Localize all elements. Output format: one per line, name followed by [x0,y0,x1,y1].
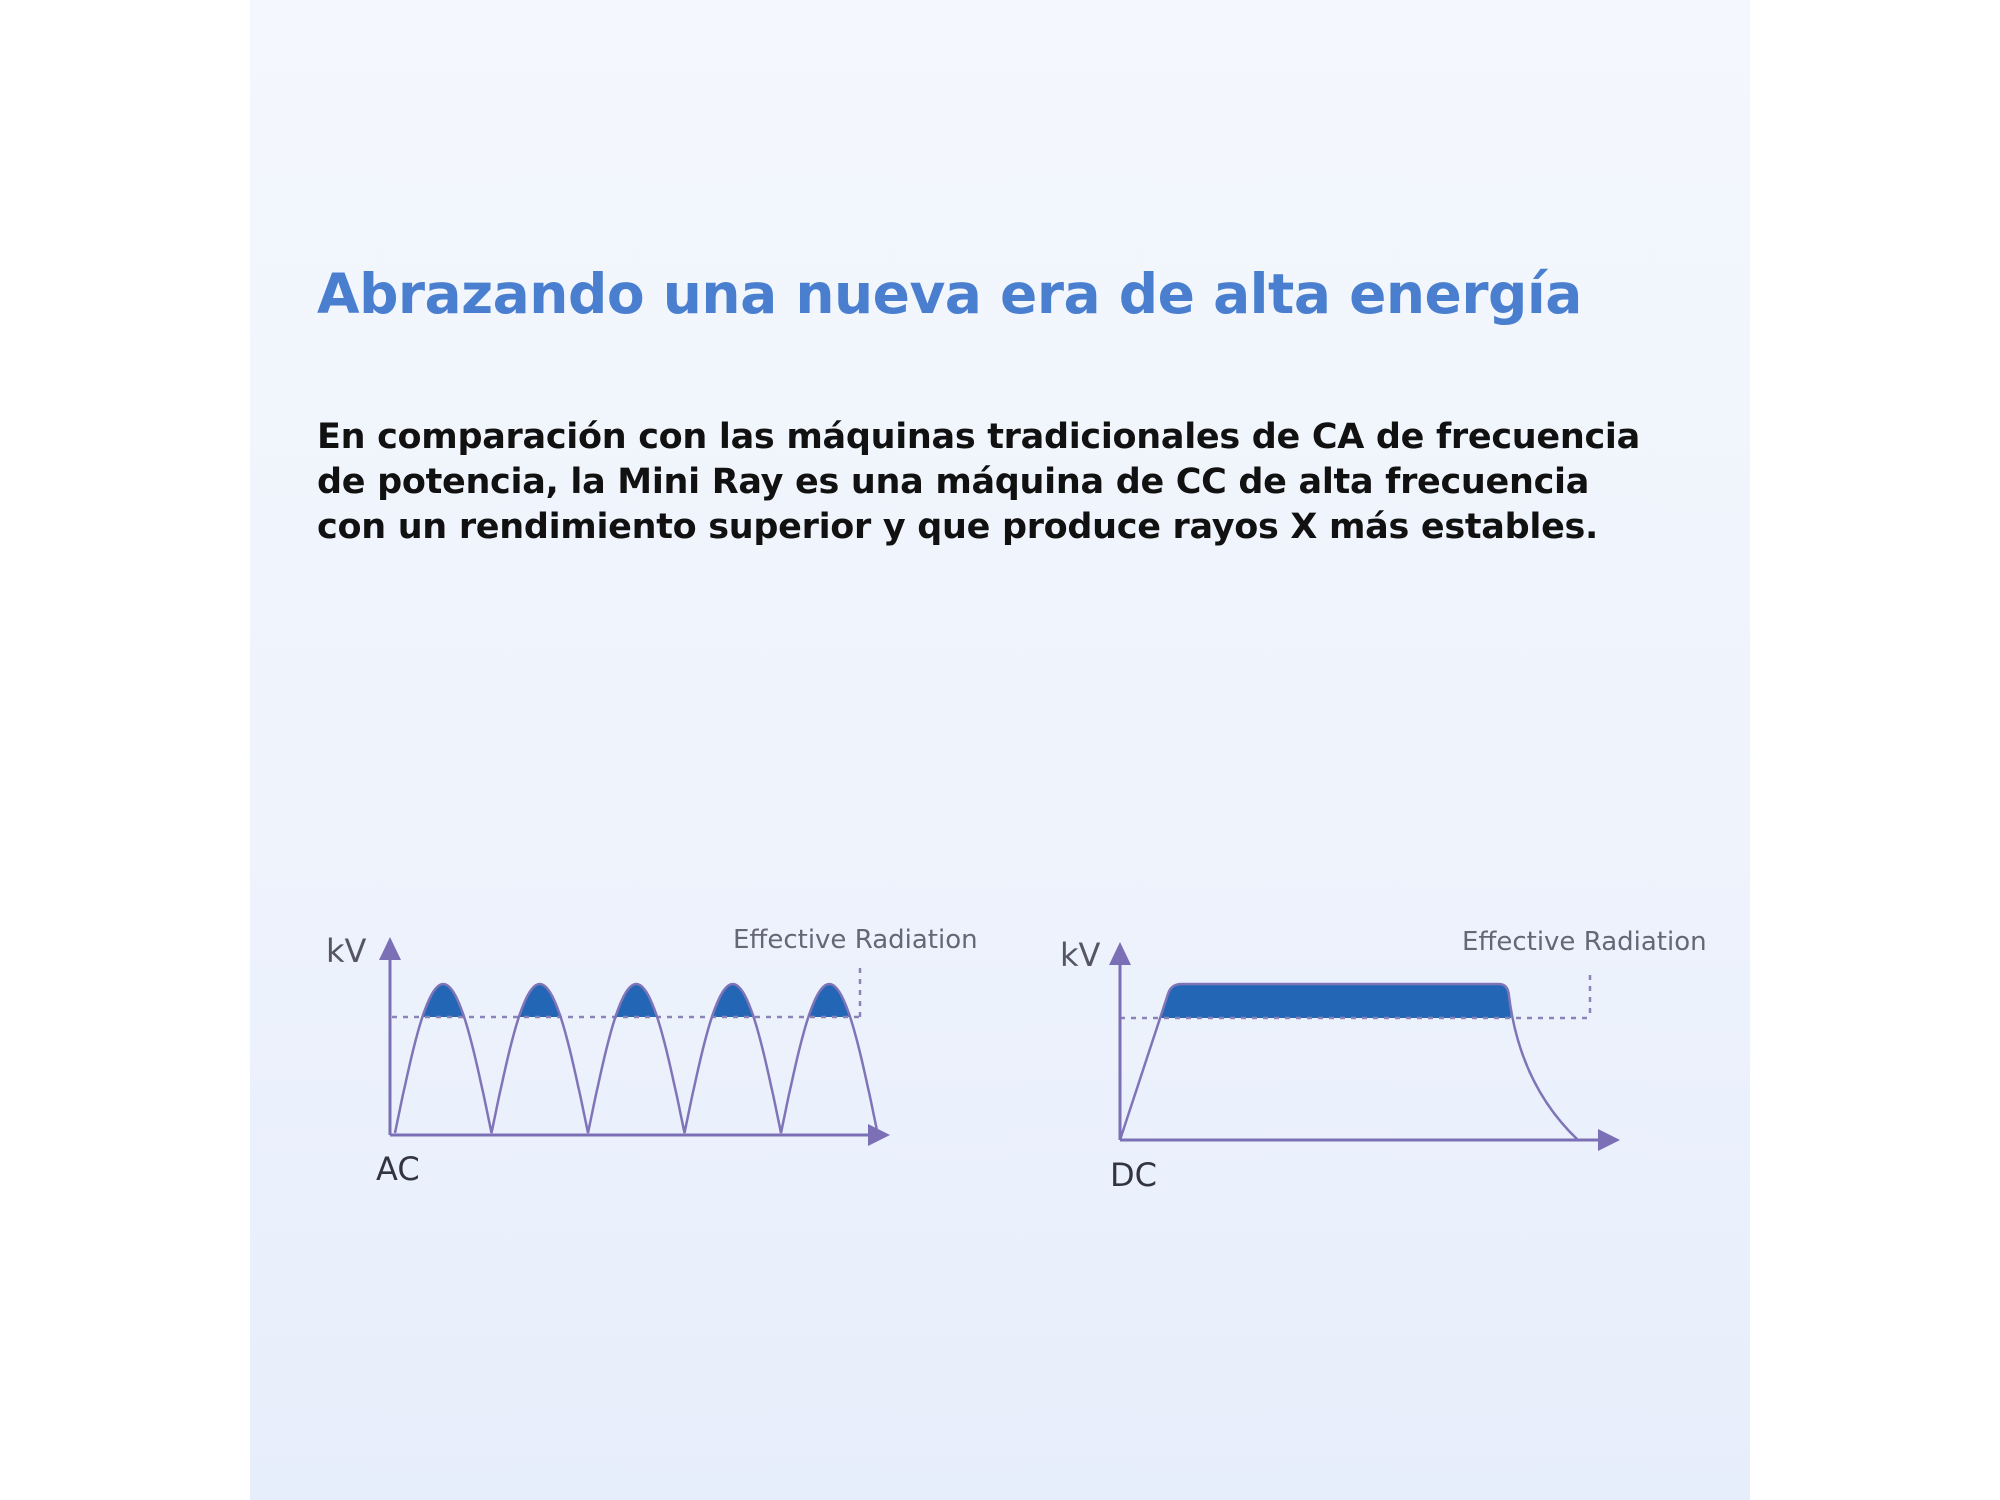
description-line-2: de potencia, la Mini Ray es una máquina de CC de alta frecuencia [317,462,1590,502]
content-panel [250,0,1750,1500]
description-line-1: En comparación con las máquinas tradicionales de CA de frecuencia [317,417,1640,457]
page-title: Abrazando una nueva era de alta energía [317,262,1582,326]
dc-case-label: DC [1110,1156,1157,1194]
dc-threshold-label: Effective Radiation [1462,927,1707,957]
ac-case-label: AC [376,1150,420,1188]
ac-axis-label: kV [326,932,367,970]
ac-threshold-label: Effective Radiation [733,925,978,955]
description-line-3: con un rendimiento superior y que produce rayos X más estables. [317,507,1599,547]
dc-axis-label: kV [1060,936,1101,974]
description-text [317,415,1697,550]
